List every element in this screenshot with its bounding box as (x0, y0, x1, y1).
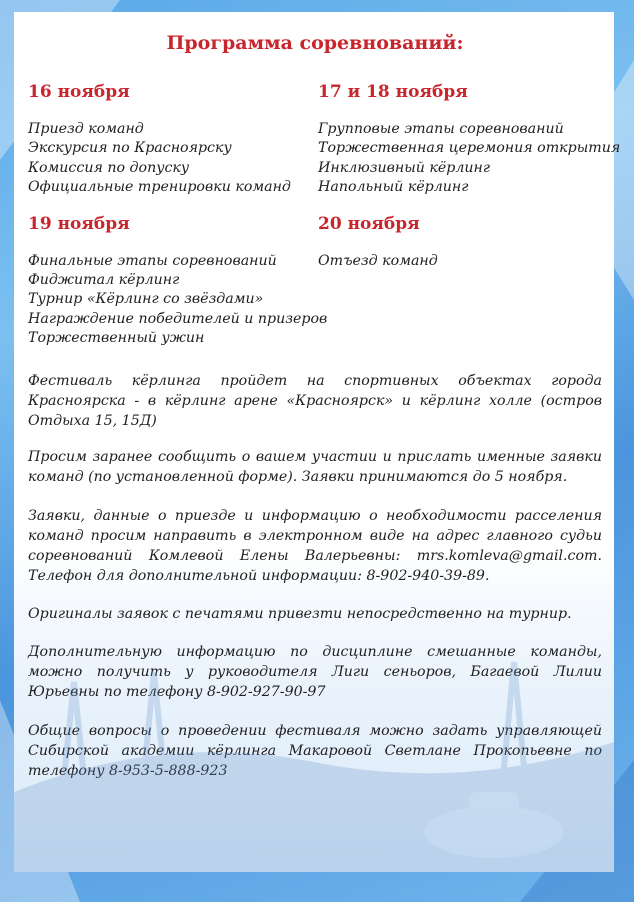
day-date: 20 ноября (318, 213, 420, 234)
day-date: 16 ноября (28, 82, 130, 102)
list-item: Награждение победителей и призеров (28, 310, 328, 327)
list-item: Групповые этапы соревнований (318, 121, 564, 137)
day-block-16 (28, 82, 318, 198)
list-item: Турнир «Кёрлинг со звёздами» (28, 291, 264, 308)
venue-paragraph: Фестиваль кёрлинга пройдет на спортивных объектах города Красноярска - в кёрлинг арене «Красноярск» и кёрлинг холле (остров Отдыха 15, 15Д) (28, 372, 602, 429)
page-title: Программа соревнований: (166, 32, 464, 54)
day-items (318, 120, 621, 198)
list-item: Торжественная церемония открытия (318, 140, 621, 157)
list-item: Напольный кёрлинг (318, 179, 469, 196)
applications-paragraph: Просим заранее сообщить о вашем участии и прислать именные заявки команд (по установленной форме). Заявки принимаются до 5 ноября. (28, 448, 602, 485)
list-item: Торжественный ужин (28, 330, 205, 347)
schedule-grid (28, 82, 621, 349)
submission-paragraph: Заявки, данные о приезде и информацию о необходимости расселения команд просим направить в электронном виде на адрес главного судьи соревнований Комлевой Елены Валерьевны: mrs.komleva@gmail.com. Телефон для дополнительной информации: 8-902-940-39-89. (28, 507, 602, 584)
list-item: Отъезд команд (318, 252, 438, 269)
list-item: Официальные тренировки команд (28, 179, 291, 196)
day-block-19 (28, 213, 328, 349)
list-item: Инклюзивный кёрлинг (318, 159, 491, 176)
list-item: Фиджитал кёрлинг (28, 272, 180, 289)
day-items (318, 252, 618, 271)
program-card (14, 12, 621, 872)
day-block-20 (318, 214, 618, 349)
list-item: Приезд команд (28, 121, 144, 137)
list-item: Экскурсия по Красноярску (28, 140, 232, 157)
list-item: Комиссия по допуску (28, 159, 190, 176)
originals-paragraph: Оригиналы заявок с печатями привезти непосредственно на турнир. (28, 605, 572, 622)
day-date: 19 ноября (28, 213, 130, 234)
day-block-17-18 (318, 82, 621, 198)
list-item: Финальные этапы соревнований (28, 252, 277, 269)
day-items (28, 120, 318, 198)
general-questions-paragraph: Общие вопросы о проведении фестиваля можно задать управляющей Сибирской академии кёрлинга Макаровой Светлане Прокопьевне по телефону 8-953-5-888-923 (28, 722, 602, 779)
mixed-teams-paragraph: Дополнительную информацию по дисциплине смешанные команды, можно получить у руководителя Лиги сеньоров, Багаевой Лилии Юрьевны по телефону 8-902-927-90-97 (28, 643, 602, 700)
day-date: 17 и 18 ноября (318, 82, 468, 102)
day-items (28, 252, 328, 349)
